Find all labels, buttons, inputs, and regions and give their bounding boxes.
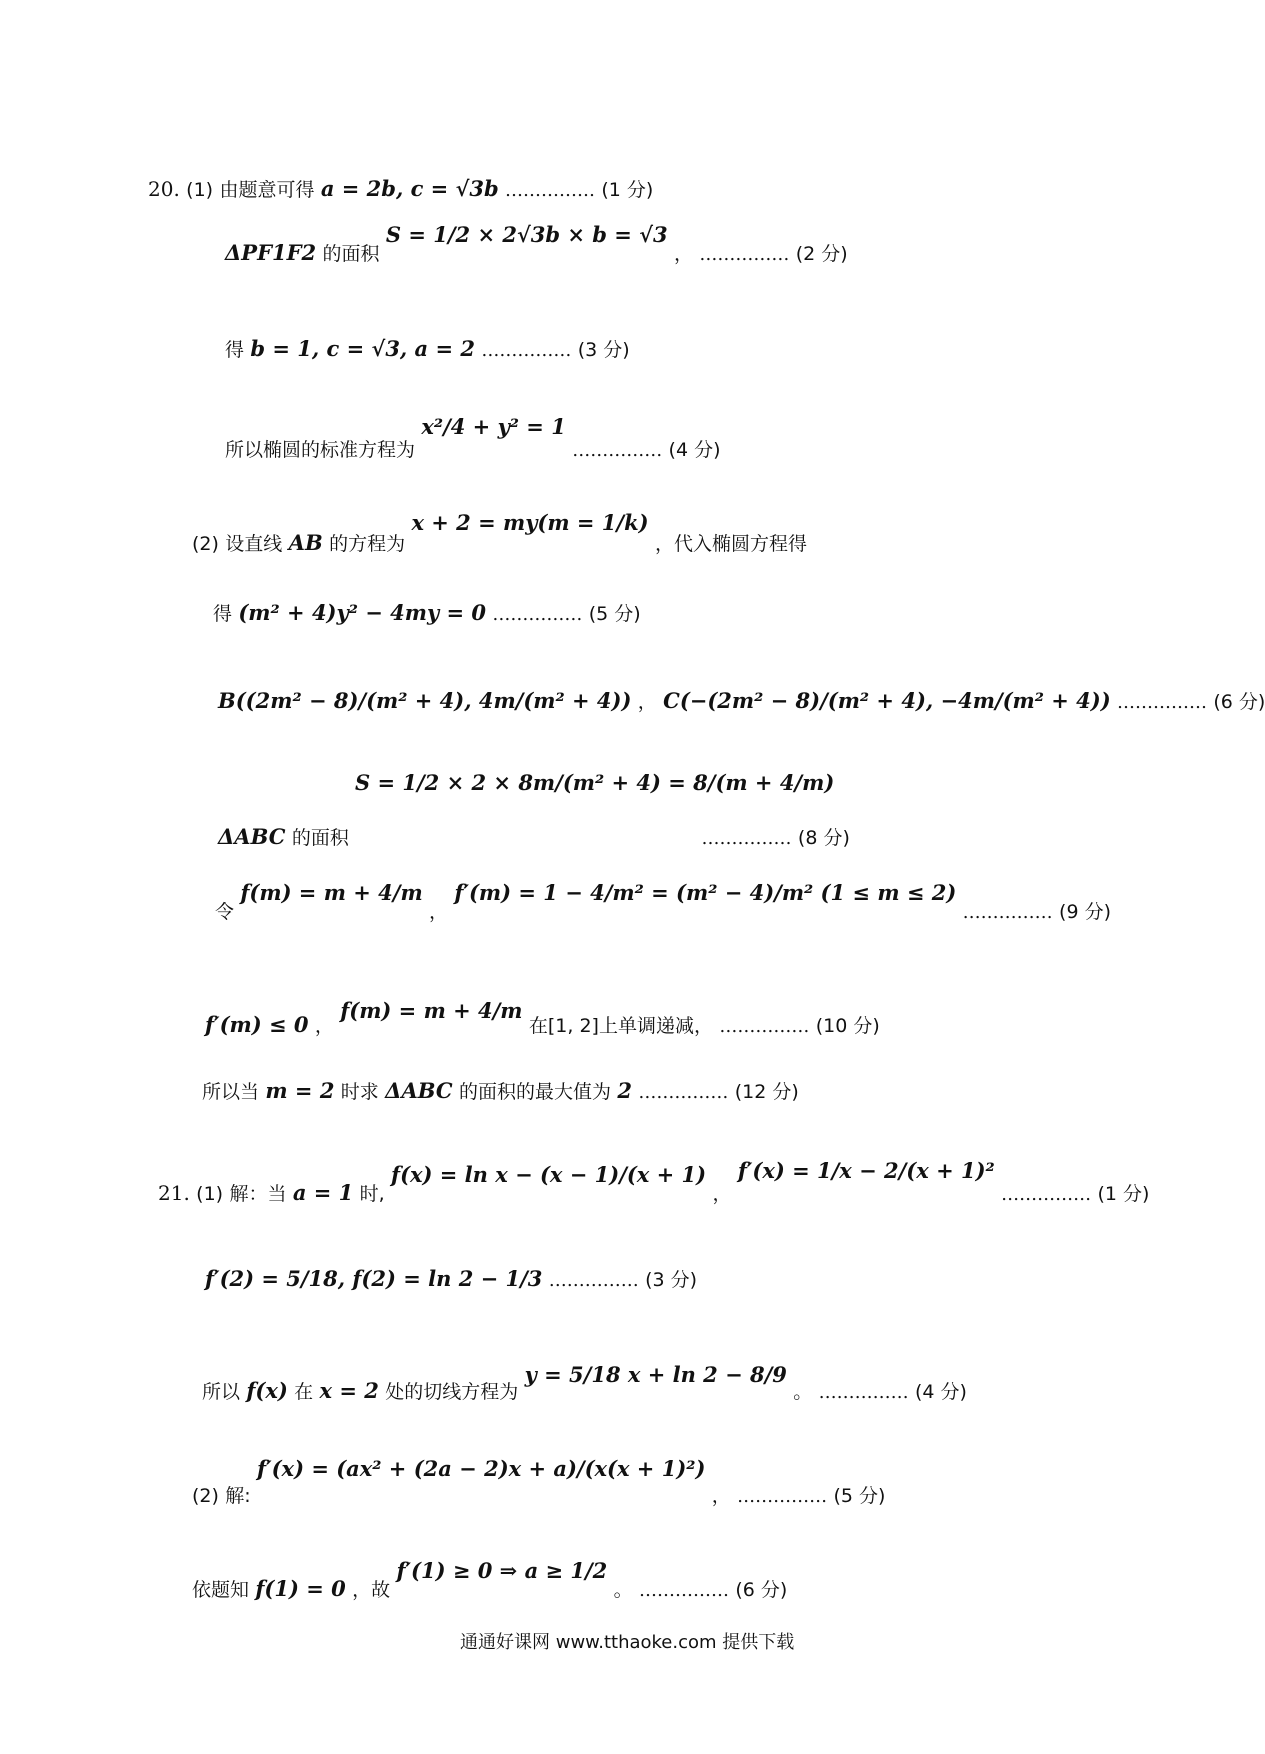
p20-line3-math: b = 1, c = √3, a = 2 xyxy=(250,336,475,361)
p20-line7-point-b: B((2m² − 8)/(m² + 4), 4m/(m² + 4)) xyxy=(218,688,632,713)
p20-number: 20. xyxy=(148,177,180,201)
p20-line7-point-c: C(−(2m² − 8)/(m² + 4), −4m/(m² + 4)) xyxy=(663,688,1111,713)
p21-line3-math1: f(x) xyxy=(246,1378,288,1403)
p20-line9-text: 令 xyxy=(215,901,235,923)
p20-line5-ab: AB xyxy=(288,530,323,555)
dots: …………… xyxy=(1117,692,1208,713)
p20-line9-score: (9 分) xyxy=(1059,901,1111,923)
dots: …………… xyxy=(737,1486,828,1507)
p21-line3-text1: 所以 xyxy=(202,1381,241,1403)
p21-line5-math1: f(1) = 0 xyxy=(255,1576,346,1601)
dots: …………… xyxy=(639,1580,730,1601)
dots: …………… xyxy=(1001,1184,1092,1205)
p20-line1 xyxy=(148,178,653,200)
p20-line3-score: (3 分) xyxy=(577,339,630,361)
p20-line11-text3: 的面积的最大值为 xyxy=(458,1081,611,1103)
p20-line2-text: 的面积 xyxy=(322,243,380,265)
p21-line5-math2: f′(1) ≥ 0 ⇒ a ≥ 1/2 xyxy=(396,1558,608,1583)
p20-line7: B((2m² − 8)/(m² + 4), 4m/(m² + 4)) ， C(−(2m² − 8)/(m² + 4), −4m/(m² + 4)) …………… (6 分) xyxy=(218,688,1265,713)
p20-line10: f′(m) ≤ 0 ， f(m) = m + 4/m 在[1, 2]上单调递减， …………… (10 分) xyxy=(205,998,880,1037)
p20-line11 xyxy=(202,1080,799,1102)
p21-line2 xyxy=(205,1268,697,1290)
p20-line11-text1: 所以当 xyxy=(202,1081,260,1103)
dots: …………… xyxy=(818,1382,909,1403)
p20-line9-f: f(m) = m + 4/m xyxy=(240,880,423,905)
p20-line7-score: (6 分) xyxy=(1213,691,1265,713)
p20-line9: 令 f(m) = m + 4/m ， f′(m) = 1 − 4/m² = (m² − 4)/m² (1 ≤ m ≤ 2) …………… (9 分) xyxy=(215,880,1111,923)
p20-line11-score: (12 分) xyxy=(734,1081,799,1103)
p20-line10-score: (10 分) xyxy=(815,1015,880,1037)
dots: …………… xyxy=(572,440,663,461)
p20-line10-math1: f′(m) ≤ 0 xyxy=(205,1012,309,1037)
dots: …………… xyxy=(699,244,790,265)
p20-part2-label: (2) xyxy=(192,533,219,555)
p21-line4: (2) 解: f′(x) = (ax² + (2a − 2)x + a)/(x(x + 1)²) ， …………… (5 分) xyxy=(192,1456,886,1507)
p21-line1-math2: f(x) = ln x − (x − 1)/(x + 1) xyxy=(391,1162,707,1187)
p21-line1: 21. (1) 解：当 a = 1 时, f(x) = ln x − (x − 1)/(x + 1) ， f′(x) = 1/x − 2/(x + 1)² …………… (1 分) xyxy=(158,1158,1150,1205)
footer-text: 通通好课网 www.tthaoke.com 提供下载 xyxy=(460,1632,795,1653)
p20-part1-label: (1) xyxy=(186,179,214,201)
p20-line5-text3: ，代入椭圆方程得 xyxy=(654,533,807,555)
p21-line3-score: (4 分) xyxy=(915,1381,967,1403)
p20-line5-text: 设直线 xyxy=(225,533,283,555)
p20-line5-math: x + 2 = my(m = 1/k) xyxy=(411,510,649,535)
p20-line11-math1: m = 2 xyxy=(265,1078,335,1103)
p21-part2-label: (2) xyxy=(192,1485,219,1507)
dots: …………… xyxy=(492,604,583,625)
p20-line1-math: a = 2b, c = √3b xyxy=(320,176,499,201)
p20-line9-fprime: f′(m) = 1 − 4/m² = (m² − 4)/m² (1 ≤ m ≤ 2) xyxy=(454,880,957,905)
p20-line8-triangle: ΔABC xyxy=(218,824,286,849)
p20-line4 xyxy=(225,414,721,461)
p21-line4-math: f′(x) = (ax² + (2a − 2)x + a)/(x(x + 1)²) xyxy=(257,1456,706,1481)
p20-line3-text: 得 xyxy=(225,339,245,361)
p20-line4-score: (4 分) xyxy=(668,439,721,461)
p21-part1-label: (1) xyxy=(196,1183,224,1205)
p20-line6-score: (5 分) xyxy=(588,603,641,625)
p20-line2-triangle: ΔPF1F2 xyxy=(225,240,317,265)
p20-line2: ΔPF1F2 的面积 S = 1/2 × 2√3b × b = √3 ， …………… (2 分) xyxy=(225,222,848,265)
dots: …………… xyxy=(962,902,1053,923)
p21-line3-text3: 处的切线方程为 xyxy=(385,1381,519,1403)
p20-line4-math: x²/4 + y² = 1 xyxy=(421,414,566,439)
p20-line4-text: 所以椭圆的标准方程为 xyxy=(225,439,416,461)
p20-line8-math: S = 1/2 × 2 × 8m/(m² + 4) = 8/(m + 4/m) xyxy=(355,770,835,795)
p21-line4-text: 解: xyxy=(225,1485,251,1507)
p21-line2-score: (3 分) xyxy=(645,1269,698,1291)
p20-line5-text2: 的方程为 xyxy=(329,533,406,555)
dots: …………… xyxy=(701,828,792,849)
p20-line10-math2: f(m) = m + 4/m xyxy=(340,998,523,1023)
p20-line11-math2: ΔABC xyxy=(385,1078,453,1103)
p21-line1-text: 解：当 xyxy=(229,1183,287,1205)
p20-line3 xyxy=(225,338,630,360)
p21-line3: 所以 f(x) 在 x = 2 处的切线方程为 y = 5/18 x + ln 2 − 8/9 。 …………… (4 分) xyxy=(202,1362,967,1403)
p21-line5-text2: ，故 xyxy=(352,1579,391,1601)
p21-line3-text2: 在 xyxy=(294,1381,314,1403)
dots: …………… xyxy=(505,180,596,201)
p20-line8-formula xyxy=(355,772,834,793)
p21-line3-math3: y = 5/18 x + ln 2 − 8/9 xyxy=(524,1362,787,1387)
p20-line8-text: 的面积 xyxy=(291,827,349,849)
dots: …………… xyxy=(638,1082,729,1103)
dots: …………… xyxy=(719,1016,810,1037)
p20-line1-text: 由题意可得 xyxy=(219,179,315,201)
p21-line1-math3: f′(x) = 1/x − 2/(x + 1)² xyxy=(737,1158,995,1183)
p20-line6-text: 得 xyxy=(213,603,233,625)
p21-line3-math2: x = 2 xyxy=(319,1378,379,1403)
dots: …………… xyxy=(481,340,572,361)
p20-line10-text: 在[1, 2]上单调递减， xyxy=(528,1015,713,1037)
p20-line6-math: (m² + 4)y² − 4my = 0 xyxy=(238,600,486,625)
p21-line1-score: (1 分) xyxy=(1097,1183,1150,1205)
p20-line8 xyxy=(218,826,850,848)
p20-line11-text2: 时求 xyxy=(340,1081,379,1103)
p21-line1-text2: 时, xyxy=(359,1183,385,1205)
p21-line5-text1: 依题知 xyxy=(192,1579,250,1601)
p20-line6 xyxy=(213,602,641,624)
p20-line8-score: (8 分) xyxy=(797,827,850,849)
p21-line5-score: (6 分) xyxy=(735,1579,788,1601)
p21-number: 21. xyxy=(158,1181,190,1205)
p20-line5 xyxy=(192,510,807,555)
p21-line4-score: (5 分) xyxy=(833,1485,886,1507)
p20-line2-math: S = 1/2 × 2√3b × b = √3 xyxy=(385,222,668,247)
p20-line2-score: (2 分) xyxy=(795,243,848,265)
page-footer xyxy=(460,1634,794,1652)
p21-line2-math: f′(2) = 5/18, f(2) = ln 2 − 1/3 xyxy=(205,1266,543,1291)
p20-line1-score: (1 分) xyxy=(601,179,654,201)
dots: …………… xyxy=(548,1270,639,1291)
p20-line11-math3: 2 xyxy=(617,1078,632,1103)
p21-line1-math1: a = 1 xyxy=(292,1180,354,1205)
p21-line5: 依题知 f(1) = 0 ，故 f′(1) ≥ 0 ⇒ a ≥ 1/2 。 …………… (6 分) xyxy=(192,1558,788,1601)
